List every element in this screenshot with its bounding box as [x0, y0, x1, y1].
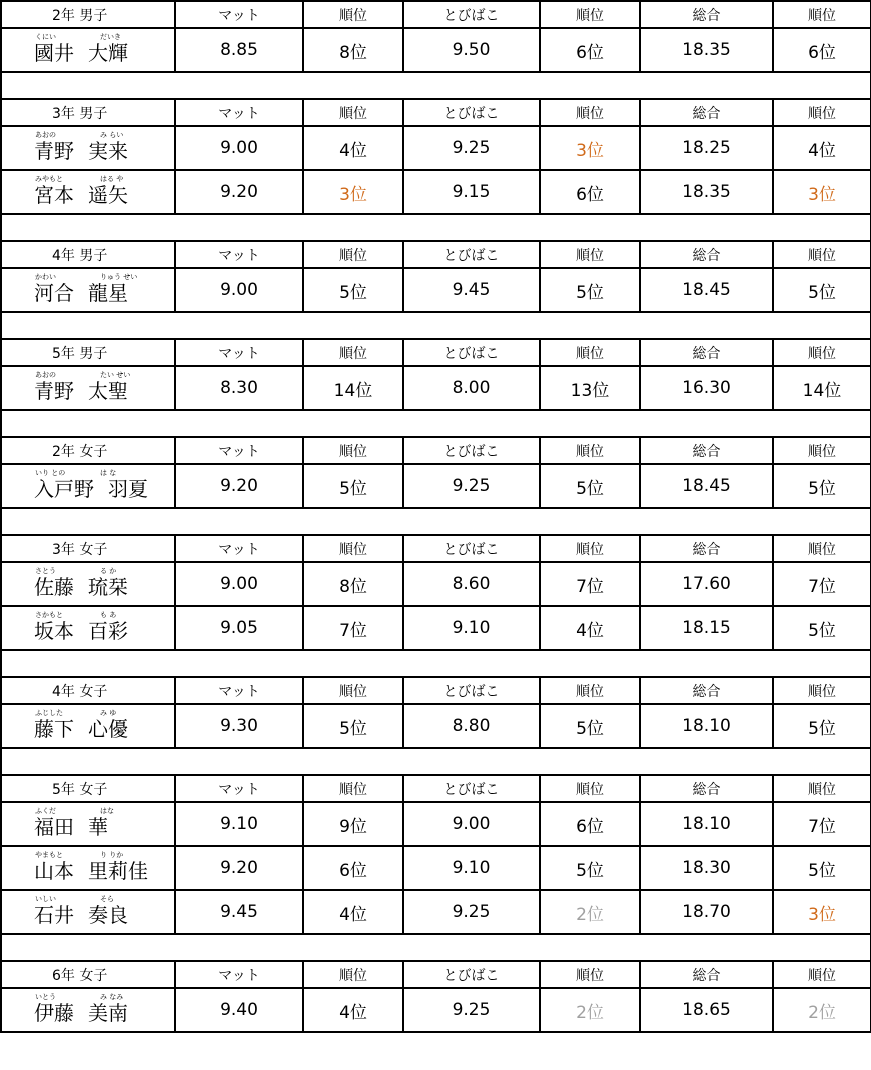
total-score-cell: 18.10	[640, 704, 773, 748]
spacer-cell	[1, 410, 871, 437]
given-name: 美南	[88, 1000, 128, 1025]
group-spacer-row	[1, 410, 871, 437]
vault-rank-cell: 6位	[540, 802, 640, 846]
category-label: 2年 女子	[1, 437, 175, 464]
family-name: 入戸野	[34, 476, 94, 501]
family-name: 石井	[34, 902, 74, 927]
mat-rank-cell: 5位	[303, 704, 403, 748]
spacer-cell	[1, 748, 871, 775]
student-name-cell	[1, 28, 175, 72]
given-name-ruby: はる や	[100, 174, 124, 183]
family-name-ruby: みやもと	[35, 174, 63, 183]
category-label: 5年 男子	[1, 339, 175, 366]
column-header: とびばこ	[403, 241, 540, 268]
student-row	[1, 170, 871, 214]
spacer-cell	[1, 312, 871, 339]
family-name-ruby: いり との	[35, 468, 66, 477]
family-name-ruby: やまもと	[35, 850, 63, 859]
column-header: マット	[175, 775, 303, 802]
student-name-cell	[1, 802, 175, 846]
vault-rank-cell: 2位	[540, 988, 640, 1032]
given-name-ruby: は な	[100, 468, 117, 477]
student-name-cell	[1, 170, 175, 214]
total-score-cell: 18.35	[640, 28, 773, 72]
given-name-ruby: る か	[100, 566, 117, 575]
student-name	[34, 370, 131, 403]
student-name	[34, 806, 114, 839]
student-row	[1, 802, 871, 846]
mat-score-cell: 9.45	[175, 890, 303, 934]
column-header: 総合	[640, 775, 773, 802]
category-label: 4年 女子	[1, 677, 175, 704]
column-header: 順位	[540, 99, 640, 126]
total-score-cell: 18.15	[640, 606, 773, 650]
mat-score-cell: 8.85	[175, 28, 303, 72]
vault-score-cell: 9.50	[403, 28, 540, 72]
group-header-row	[1, 437, 871, 464]
column-header: 総合	[640, 241, 773, 268]
vault-score-cell: 9.45	[403, 268, 540, 312]
column-header: 順位	[540, 775, 640, 802]
column-header: 順位	[773, 961, 871, 988]
column-header: 順位	[540, 1, 640, 28]
student-name	[34, 468, 148, 501]
category-label: 3年 女子	[1, 535, 175, 562]
category-label: 3年 男子	[1, 99, 175, 126]
column-header: 順位	[773, 437, 871, 464]
total-rank-cell: 6位	[773, 28, 871, 72]
column-header: 順位	[773, 339, 871, 366]
mat-rank-cell: 5位	[303, 464, 403, 508]
family-name: 福田	[34, 814, 74, 839]
total-score-cell: 18.25	[640, 126, 773, 170]
student-row	[1, 988, 871, 1032]
vault-rank-cell: 7位	[540, 562, 640, 606]
family-name-ruby: いしい	[35, 894, 56, 903]
column-header: 総合	[640, 1, 773, 28]
mat-rank-cell: 4位	[303, 988, 403, 1032]
mat-rank-cell: 5位	[303, 268, 403, 312]
student-name	[34, 708, 128, 741]
column-header: 順位	[773, 1, 871, 28]
student-row	[1, 562, 871, 606]
column-header: マット	[175, 535, 303, 562]
vault-rank-cell: 5位	[540, 704, 640, 748]
vault-rank-cell: 4位	[540, 606, 640, 650]
column-header: とびばこ	[403, 1, 540, 28]
group-header-row	[1, 241, 871, 268]
family-name: 國井	[34, 40, 74, 65]
group-header-row	[1, 775, 871, 802]
student-name	[34, 610, 128, 643]
given-name-ruby: も あ	[100, 610, 117, 619]
total-score-cell: 18.65	[640, 988, 773, 1032]
student-name-cell	[1, 988, 175, 1032]
mat-score-cell: 9.00	[175, 126, 303, 170]
vault-rank-cell: 2位	[540, 890, 640, 934]
group-spacer-row	[1, 508, 871, 535]
column-header: 総合	[640, 99, 773, 126]
column-header: 順位	[540, 339, 640, 366]
column-header: マット	[175, 99, 303, 126]
student-name	[34, 272, 138, 305]
mat-rank-cell: 9位	[303, 802, 403, 846]
vault-score-cell: 9.10	[403, 846, 540, 890]
group-spacer-row	[1, 214, 871, 241]
total-rank-cell: 7位	[773, 802, 871, 846]
vault-score-cell: 9.25	[403, 890, 540, 934]
given-name-ruby: み らい	[100, 130, 124, 139]
given-name-ruby: たい せい	[100, 370, 131, 379]
total-score-cell: 18.35	[640, 170, 773, 214]
vault-rank-cell: 5位	[540, 846, 640, 890]
spacer-cell	[1, 508, 871, 535]
given-name: 羽夏	[108, 476, 148, 501]
total-score-cell: 16.30	[640, 366, 773, 410]
given-name-ruby: だいき	[100, 32, 121, 41]
spacer-cell	[1, 650, 871, 677]
group-header-row	[1, 1, 871, 28]
student-row	[1, 890, 871, 934]
student-name-cell	[1, 366, 175, 410]
total-score-cell: 18.70	[640, 890, 773, 934]
total-score-cell: 18.45	[640, 464, 773, 508]
vault-rank-cell: 3位	[540, 126, 640, 170]
student-row	[1, 366, 871, 410]
mat-rank-cell: 6位	[303, 846, 403, 890]
column-header: とびばこ	[403, 961, 540, 988]
column-header: 順位	[540, 241, 640, 268]
student-name	[34, 566, 128, 599]
family-name: 山本	[34, 858, 74, 883]
given-name-ruby: そら	[100, 894, 114, 903]
student-name-cell	[1, 704, 175, 748]
vault-rank-cell: 6位	[540, 170, 640, 214]
family-name-ruby: ふくだ	[35, 806, 56, 815]
vault-score-cell: 9.10	[403, 606, 540, 650]
family-name-ruby: ふじした	[35, 708, 63, 717]
family-name: 青野	[34, 138, 74, 163]
spacer-cell	[1, 934, 871, 961]
spacer-cell	[1, 72, 871, 99]
given-name-ruby: はな	[100, 806, 114, 815]
column-header: マット	[175, 677, 303, 704]
student-name	[34, 992, 128, 1025]
mat-rank-cell: 14位	[303, 366, 403, 410]
student-name-cell	[1, 846, 175, 890]
given-name-ruby: りゅう せい	[100, 272, 138, 281]
student-name-cell	[1, 268, 175, 312]
column-header: とびばこ	[403, 677, 540, 704]
vault-rank-cell: 5位	[540, 464, 640, 508]
student-name-cell	[1, 464, 175, 508]
column-header: 順位	[540, 437, 640, 464]
column-header: 順位	[773, 241, 871, 268]
family-name-ruby: いとう	[35, 992, 56, 1001]
column-header: 順位	[540, 677, 640, 704]
group-spacer-row	[1, 934, 871, 961]
column-header: 順位	[303, 99, 403, 126]
mat-score-cell: 9.40	[175, 988, 303, 1032]
student-row	[1, 28, 871, 72]
column-header: とびばこ	[403, 437, 540, 464]
student-name	[34, 130, 128, 163]
category-label: 6年 女子	[1, 961, 175, 988]
vault-score-cell: 9.25	[403, 988, 540, 1032]
given-name: 大輝	[88, 40, 128, 65]
column-header: マット	[175, 961, 303, 988]
given-name: 里莉佳	[88, 858, 148, 883]
vault-rank-cell: 5位	[540, 268, 640, 312]
group-header-row	[1, 99, 871, 126]
total-score-cell: 18.30	[640, 846, 773, 890]
family-name-ruby: さかもと	[35, 610, 63, 619]
mat-rank-cell: 3位	[303, 170, 403, 214]
spacer-cell	[1, 214, 871, 241]
total-rank-cell: 5位	[773, 606, 871, 650]
total-rank-cell: 3位	[773, 170, 871, 214]
student-name-cell	[1, 890, 175, 934]
mat-rank-cell: 4位	[303, 126, 403, 170]
mat-score-cell: 9.20	[175, 170, 303, 214]
total-rank-cell: 4位	[773, 126, 871, 170]
total-rank-cell: 5位	[773, 846, 871, 890]
column-header: マット	[175, 339, 303, 366]
family-name-ruby: あおの	[35, 130, 56, 139]
student-row	[1, 606, 871, 650]
vault-score-cell: 9.25	[403, 126, 540, 170]
column-header: とびばこ	[403, 535, 540, 562]
family-name-ruby: あおの	[35, 370, 56, 379]
group-spacer-row	[1, 72, 871, 99]
vault-score-cell: 9.25	[403, 464, 540, 508]
total-score-cell: 17.60	[640, 562, 773, 606]
student-row	[1, 126, 871, 170]
given-name-ruby: り りか	[100, 850, 124, 859]
mat-rank-cell: 8位	[303, 28, 403, 72]
given-name: 百彩	[88, 618, 128, 643]
total-rank-cell: 5位	[773, 464, 871, 508]
vault-score-cell: 9.15	[403, 170, 540, 214]
mat-score-cell: 9.00	[175, 562, 303, 606]
column-header: 順位	[303, 1, 403, 28]
column-header: 総合	[640, 437, 773, 464]
group-header-row	[1, 339, 871, 366]
student-row	[1, 704, 871, 748]
total-rank-cell: 7位	[773, 562, 871, 606]
given-name: 遥矢	[88, 182, 128, 207]
mat-score-cell: 9.00	[175, 268, 303, 312]
column-header: 順位	[540, 961, 640, 988]
student-name-cell	[1, 126, 175, 170]
total-rank-cell: 14位	[773, 366, 871, 410]
vault-score-cell: 9.00	[403, 802, 540, 846]
total-rank-cell: 2位	[773, 988, 871, 1032]
family-name: 佐藤	[34, 574, 74, 599]
column-header: 順位	[303, 775, 403, 802]
total-score-cell: 18.45	[640, 268, 773, 312]
family-name: 青野	[34, 378, 74, 403]
given-name: 華	[88, 814, 108, 839]
column-header: 順位	[303, 535, 403, 562]
given-name-ruby: み ゆ	[100, 708, 117, 717]
category-label: 4年 男子	[1, 241, 175, 268]
vault-rank-cell: 13位	[540, 366, 640, 410]
column-header: とびばこ	[403, 339, 540, 366]
column-header: 順位	[303, 437, 403, 464]
column-header: マット	[175, 241, 303, 268]
mat-score-cell: 9.30	[175, 704, 303, 748]
student-name-cell	[1, 606, 175, 650]
total-rank-cell: 5位	[773, 704, 871, 748]
group-header-row	[1, 677, 871, 704]
family-name-ruby: くにい	[35, 32, 56, 41]
mat-score-cell: 9.20	[175, 464, 303, 508]
family-name-ruby: かわい	[35, 272, 56, 281]
mat-rank-cell: 8位	[303, 562, 403, 606]
total-rank-cell: 3位	[773, 890, 871, 934]
student-name	[34, 850, 148, 883]
column-header: 総合	[640, 339, 773, 366]
group-spacer-row	[1, 748, 871, 775]
total-rank-cell: 5位	[773, 268, 871, 312]
student-row	[1, 846, 871, 890]
vault-score-cell: 8.80	[403, 704, 540, 748]
group-spacer-row	[1, 650, 871, 677]
column-header: 順位	[303, 241, 403, 268]
student-row	[1, 268, 871, 312]
student-name	[34, 32, 128, 65]
column-header: とびばこ	[403, 775, 540, 802]
given-name: 琉栞	[88, 574, 128, 599]
column-header: 順位	[773, 535, 871, 562]
column-header: 順位	[773, 775, 871, 802]
mat-rank-cell: 7位	[303, 606, 403, 650]
family-name-ruby: さとう	[35, 566, 56, 575]
mat-score-cell: 9.20	[175, 846, 303, 890]
column-header: 順位	[303, 677, 403, 704]
vault-score-cell: 8.00	[403, 366, 540, 410]
column-header: 順位	[773, 677, 871, 704]
vault-rank-cell: 6位	[540, 28, 640, 72]
category-label: 2年 男子	[1, 1, 175, 28]
student-name	[34, 894, 128, 927]
column-header: 総合	[640, 677, 773, 704]
mat-score-cell: 8.30	[175, 366, 303, 410]
group-spacer-row	[1, 312, 871, 339]
given-name: 奏良	[88, 902, 128, 927]
family-name: 河合	[34, 280, 74, 305]
column-header: 順位	[773, 99, 871, 126]
column-header: とびばこ	[403, 99, 540, 126]
mat-score-cell: 9.10	[175, 802, 303, 846]
family-name: 宮本	[34, 182, 74, 207]
student-row	[1, 464, 871, 508]
column-header: マット	[175, 1, 303, 28]
column-header: 順位	[303, 961, 403, 988]
given-name: 心優	[88, 716, 128, 741]
student-name-cell	[1, 562, 175, 606]
total-score-cell: 18.10	[640, 802, 773, 846]
category-label: 5年 女子	[1, 775, 175, 802]
group-header-row	[1, 535, 871, 562]
given-name-ruby: み なみ	[100, 992, 124, 1001]
given-name: 太聖	[88, 378, 128, 403]
mat-score-cell: 9.05	[175, 606, 303, 650]
group-header-row	[1, 961, 871, 988]
given-name: 龍星	[88, 280, 128, 305]
vault-score-cell: 8.60	[403, 562, 540, 606]
column-header: マット	[175, 437, 303, 464]
family-name: 伊藤	[34, 1000, 74, 1025]
family-name: 藤下	[34, 716, 74, 741]
given-name: 実来	[88, 138, 128, 163]
mat-rank-cell: 4位	[303, 890, 403, 934]
column-header: 順位	[540, 535, 640, 562]
family-name: 坂本	[34, 618, 74, 643]
column-header: 総合	[640, 535, 773, 562]
student-name	[34, 174, 128, 207]
column-header: 順位	[303, 339, 403, 366]
column-header: 総合	[640, 961, 773, 988]
